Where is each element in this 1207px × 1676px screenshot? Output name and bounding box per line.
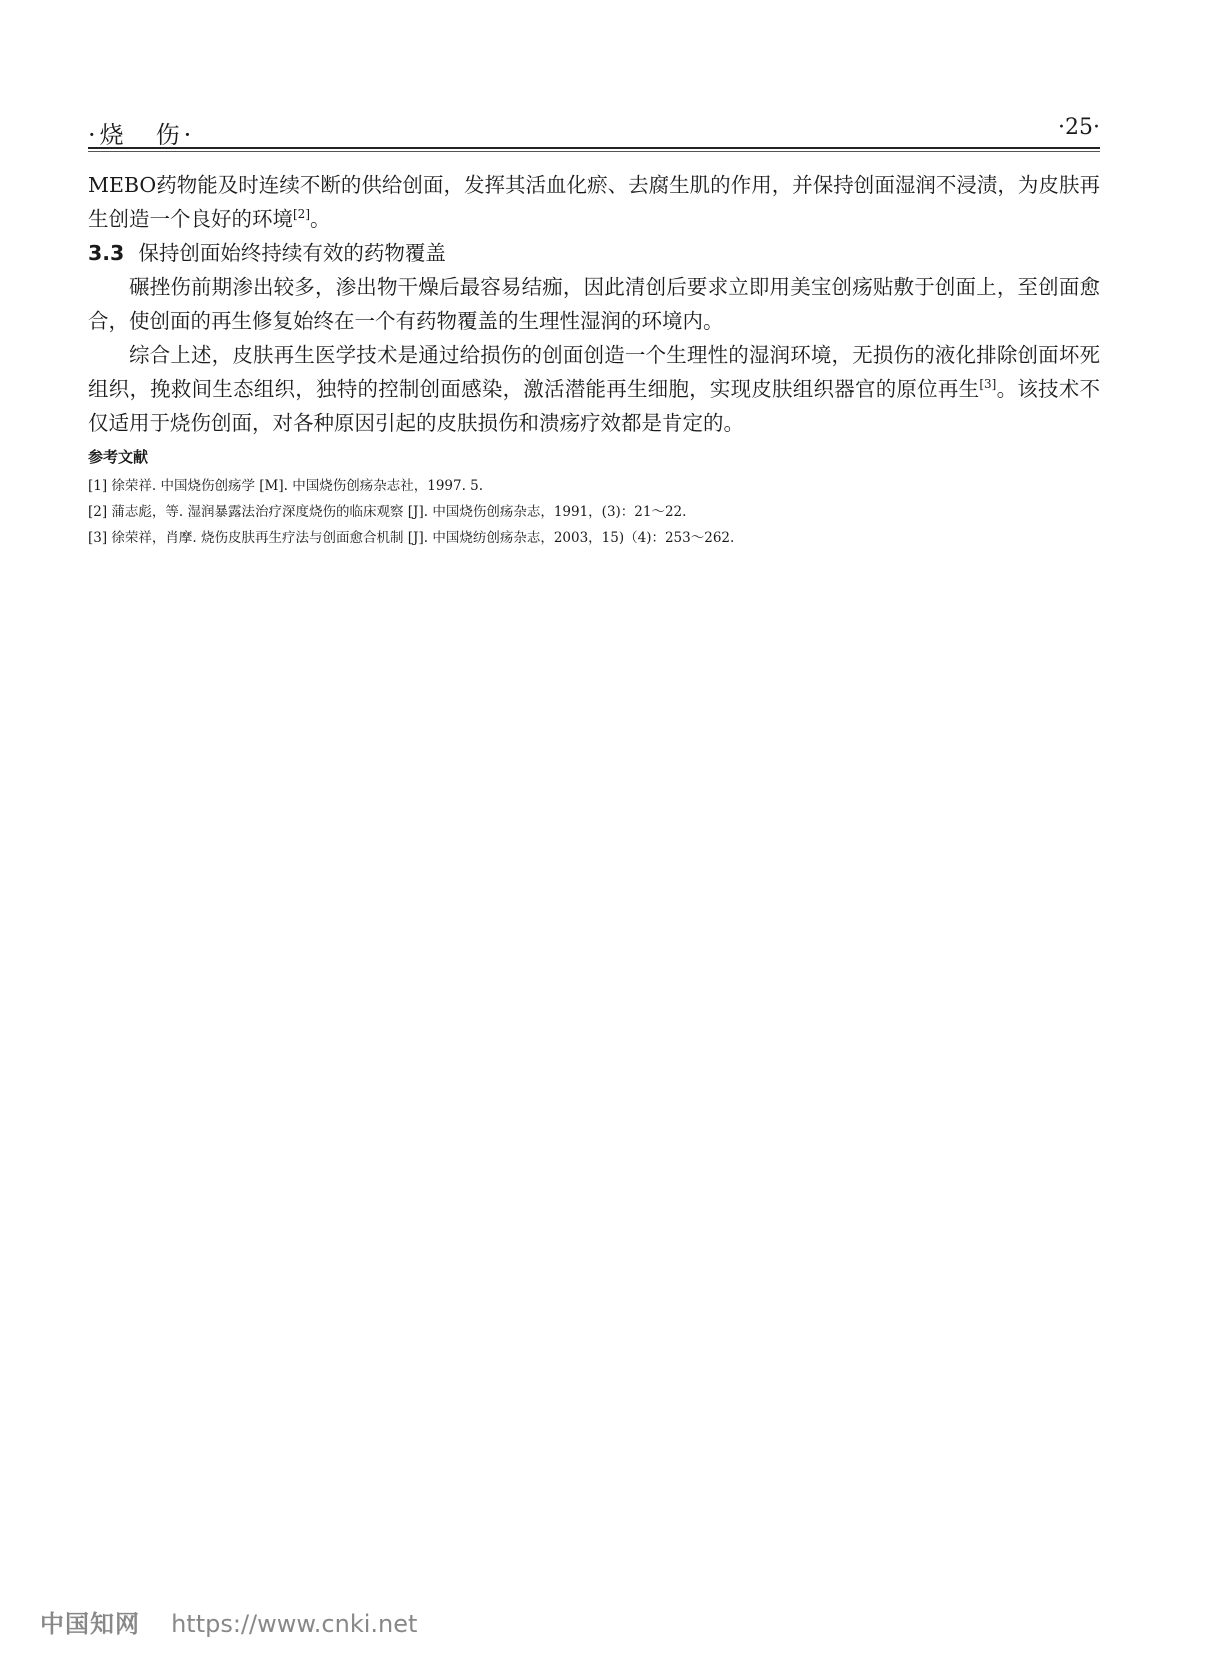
- reference-item: [1] 徐荣祥. 中国烧伤创疡学 [M]. 中国烧伤创疡杂志社，1997. 5.: [88, 478, 484, 494]
- paragraph-3: 综合上述，皮肤再生医学技术是通过给损伤的创面创造一个生理性的湿润环境，无损伤的液化排除创面坏死组织，挽救间生态组织，独特的控制创面感染，激活潜能再生细胞，实现皮肤组织器官的原位再生[3]。该技术不仅适用于烧伤创面，对各种原因引起的皮肤损伤和溃疡疗效都是肯定的。: [88, 343, 1101, 435]
- page-number: ·25·: [1058, 115, 1100, 140]
- cnki-url[interactable]: https://www.cnki.net: [171, 1610, 418, 1638]
- section-heading: [88, 236, 1100, 270]
- header-rule: [88, 147, 1100, 149]
- cnki-logo: 中国知网: [40, 1610, 140, 1638]
- citation-3[interactable]: [3]: [979, 377, 997, 392]
- section-number: 3.3: [88, 241, 125, 265]
- journal-section: ·烧 伤·: [88, 121, 196, 149]
- running-header: [88, 115, 1100, 149]
- paragraph-2: 碾挫伤前期渗出较多，渗出物干燥后最容易结痂，因此清创后要求立即用美宝创疡贴敷于创面上，至创面愈合，使创面的再生修复始终在一个有药物覆盖的生理性湿润的环境内。: [88, 275, 1100, 333]
- watermark-footer: [40, 1604, 417, 1644]
- paragraph-1: MEBO药物能及时连续不断的供给创面，发挥其活血化瘀、去腐生肌的作用，并保持创面湿润不浸渍，为皮肤再生创造一个良好的环境[2]。: [88, 173, 1100, 231]
- article-body: [88, 168, 1100, 551]
- reference-item: [3] 徐荣祥，肖摩. 烧伤皮肤再生疗法与创面愈合机制 [J]. 中国烧纺创疡杂志，2003，15)（4)：253～262.: [88, 530, 735, 546]
- header-rule-thin: [88, 151, 1100, 152]
- reference-item: [2] 蒲志彪，等. 湿润暴露法治疗深度烧伤的临床观察 [J]. 中国烧伤创疡杂志，1991，(3)：21～22.: [88, 504, 687, 520]
- citation-2[interactable]: [2]: [293, 207, 310, 222]
- section-title: 保持创面始终持续有效的药物覆盖: [138, 241, 446, 265]
- references-title: 参考文献: [88, 448, 149, 466]
